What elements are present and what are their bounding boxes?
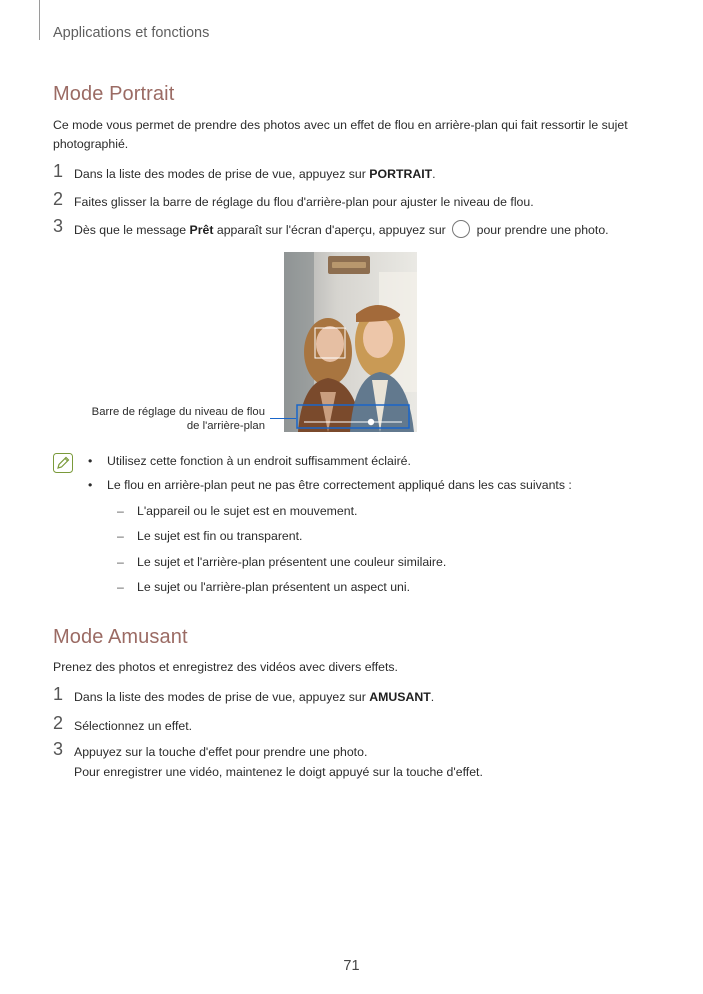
step-text-end: pour prendre une photo. <box>473 223 609 237</box>
step-text: Dans la liste des modes de prise de vue, appuyez sur <box>74 167 370 181</box>
blur-slider-callout <box>92 405 265 433</box>
portrait-title: Mode Portrait <box>53 83 175 105</box>
sub-item-text: Le sujet ou l'arrière-plan présentent un aspect uni. <box>137 580 411 594</box>
amusant-intro: Prenez des photos et enregistrez des vidéos avec divers effets. <box>53 660 398 674</box>
callout-line-1: Barre de réglage du niveau de flou <box>91 406 265 418</box>
page-number: 71 <box>343 958 360 974</box>
step-number: 1 <box>53 684 64 704</box>
dash-marker: – <box>117 529 124 543</box>
shutter-button-icon <box>452 220 470 238</box>
dash-marker: – <box>117 504 124 518</box>
portrait-preview-image <box>284 252 417 432</box>
step-text-middle: apparaît sur l'écran d'aperçu, appuyez sur <box>213 223 450 237</box>
step-text: Dès que le message <box>74 223 190 237</box>
bullet-marker: • <box>88 478 93 492</box>
step-keyword: PORTRAIT <box>369 167 433 181</box>
step-text: Sélectionnez un effet. <box>74 719 193 733</box>
step-number: 1 <box>53 161 64 181</box>
step-keyword: AMUSANT <box>369 690 431 704</box>
callout-line-2: de l'arrière-plan <box>186 420 265 432</box>
step-number: 2 <box>53 189 64 209</box>
dash-marker: – <box>117 580 124 594</box>
step-number: 2 <box>53 713 64 733</box>
step-keyword: Prêt <box>189 223 214 237</box>
header-rule <box>39 0 40 40</box>
sub-item-text: L'appareil ou le sujet est en mouvement. <box>137 504 358 518</box>
step-text: Appuyez sur la touche d'effet pour prendre une photo. <box>74 745 368 759</box>
amusant-title: Mode Amusant <box>53 626 188 648</box>
callout-connector <box>270 418 296 419</box>
step-text-end: . <box>430 690 435 704</box>
pencil-note-icon <box>53 453 73 473</box>
step-text: Faites glisser la barre de réglage du flou d'arrière-plan pour ajuster le niveau de flou. <box>74 195 534 209</box>
sub-item-text: Le sujet et l'arrière-plan présentent une couleur similaire. <box>137 555 447 569</box>
bullet-text: Le flou en arrière-plan peut ne pas être correctement appliqué dans les cas suivants : <box>107 478 572 492</box>
step-text: Dans la liste des modes de prise de vue, appuyez sur <box>74 690 370 704</box>
section-header: Applications et fonctions <box>53 25 210 41</box>
dash-marker: – <box>117 555 124 569</box>
sub-item-text: Le sujet est fin ou transparent. <box>137 529 303 543</box>
step-number: 3 <box>53 739 64 759</box>
portrait-intro: Ce mode vous permet de prendre des photos avec un effet de flou en arrière-plan qui fait ressortir le sujet photographié. <box>53 118 628 151</box>
step-text-continued: Pour enregistrer une vidéo, maintenez le doigt appuyé sur la touche d'effet. <box>74 765 483 779</box>
bullet-marker: • <box>88 454 93 468</box>
step-text-end: . <box>432 167 436 181</box>
step-number: 3 <box>53 216 64 236</box>
bullet-text: Utilisez cette fonction à un endroit suffisamment éclairé. <box>107 454 411 468</box>
